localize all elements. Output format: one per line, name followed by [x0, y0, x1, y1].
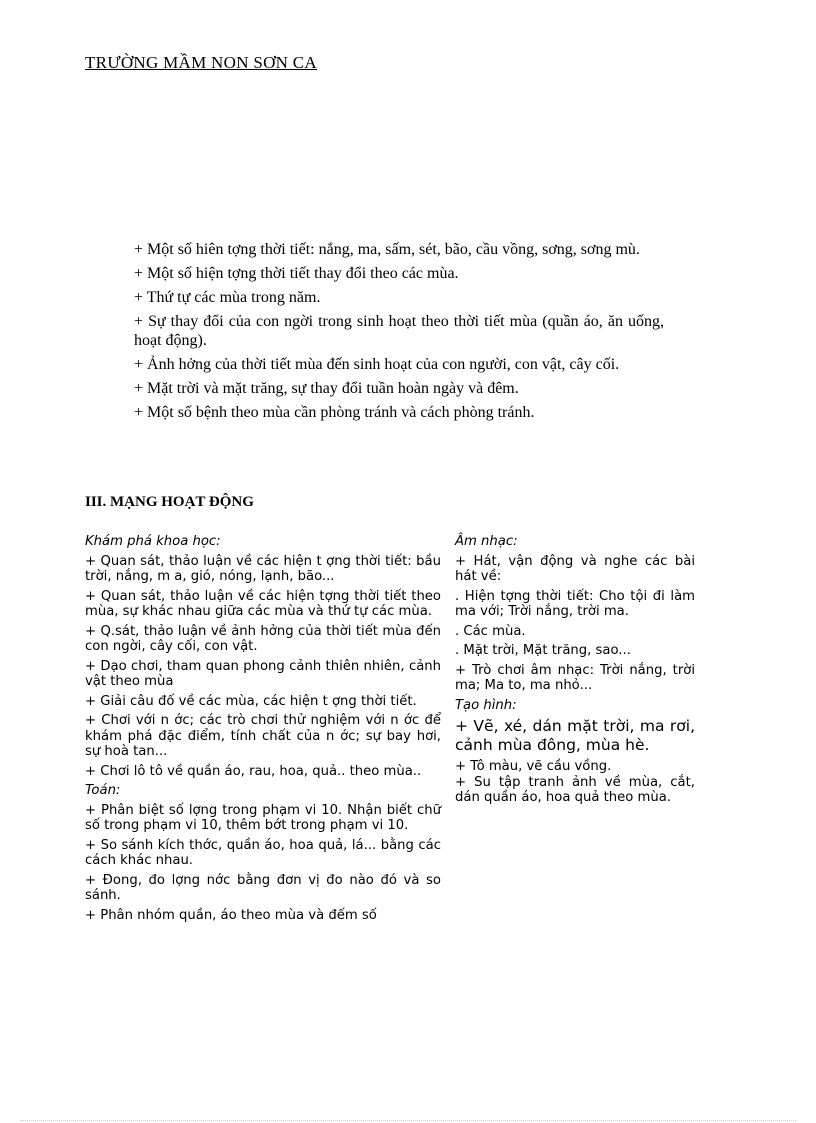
list-item: + Phân nhóm quần, áo theo mùa và đếm số [85, 907, 377, 923]
list-item: + Dạo chơi, tham quan phong cảnh thiên nhiên, cảnh vật theo mùa [85, 658, 441, 689]
section-heading: III. MẠNG HOẠT ĐỘNG [85, 494, 254, 510]
right-column [455, 534, 695, 810]
list-item: + Chơi lô tô về quần áo, rau, hoa, quả.. theo mùa.. [85, 763, 422, 779]
list-item: + Chơi với n ớc; các trò chơi thử nghiệm với n ớc để khám phá đặc điểm, tính chất của n ớc; sự bay hơi, sự hoà tan... [85, 713, 441, 759]
list-item: + Một số hiện tợng thời tiết thay đổi theo các mùa. [134, 265, 459, 282]
list-item: . Hiện tợng thời tiết: Cho tội đi làm ma với; Trời nắng, trời ma. [455, 588, 695, 619]
list-item: + Trò chơi âm nhạc: Trời nắng, trời ma; Ma to, ma nhỏ... [455, 662, 695, 693]
list-item: + Sự thay đổi của con ngời trong sinh hoạt theo thời tiết mùa (quần áo, ăn uống, hoạt động). [134, 313, 664, 349]
left-column [85, 534, 441, 927]
list-item: . Mặt trời, Mặt trăng, sao... [455, 643, 631, 658]
school-name: TRƯỜNG MẦM NON SƠN CA [85, 53, 318, 72]
list-item: + Đong, đo lợng nớc bằng đơn vị đo nào đó và so sánh. [85, 872, 441, 903]
am-nhac-title: Âm nhạc: [455, 534, 518, 549]
list-item: + Giải câu đố về các mùa, các hiện t ợng thời tiết. [85, 693, 417, 709]
kham-pha-title: Khám phá khoa học: [85, 534, 221, 549]
content-list [134, 240, 664, 427]
list-item: . Các mùa. [455, 623, 526, 639]
list-item: + Một số bệnh theo mùa cần phòng tránh và cách phòng tránh. [134, 404, 535, 421]
page-bottom-divider [20, 1120, 796, 1121]
list-item: + Vẽ, xé, dán mặt trời, ma rơi, cảnh mùa đông, mùa hè. [455, 717, 695, 754]
list-item: + Một số hiên tợng thời tiết: nắng, ma, sấm, sét, bão, cầu vồng, sơng, sơng mù. [134, 241, 640, 258]
list-item: + Quan sát, thảo luận về các hiện t ợng thời tiết: bầu trời, nắng, m a, gió, nóng, lạnh, bão... [85, 553, 441, 584]
list-item: + Quan sát, thảo luận về các hiện tợng thời tiết theo mùa, sự khác nhau giữa các mùa và thứ tự các mùa. [85, 588, 441, 619]
tao-hinh-title: Tạo hình: [455, 697, 517, 713]
list-item: + Su tập tranh ảnh về mùa, cắt, dán quần áo, hoa quả theo mùa. [455, 774, 695, 805]
list-item: + Phân biệt số lợng trong phạm vi 10. Nhận biết chữ số trong phạm vi 10, thêm bớt trong phạm vi 10. [85, 802, 441, 833]
list-item: + Q.sát, thảo luận về ảnh hởng của thời tiết mùa đến con ngời, cây cối, con vật. [85, 623, 441, 654]
list-item: + Tô màu, vẽ cầu vồng. [455, 759, 612, 774]
list-item: + Ảnh hởng của thời tiết mùa đến sinh hoạt của con người, con vật, cây cối. [134, 356, 620, 373]
list-item: + Mặt trời và mặt trăng, sự thay đổi tuần hoàn ngày và đêm. [134, 380, 519, 397]
list-item: + So sánh kích thớc, quần áo, hoa quả, lá... bằng các cách khác nhau. [85, 837, 441, 868]
toan-title: Toán: [85, 783, 121, 798]
list-item: + Hát, vận động và nghe các bài hát về: [455, 553, 695, 584]
list-item: + Thứ tự các mùa trong năm. [134, 289, 321, 306]
